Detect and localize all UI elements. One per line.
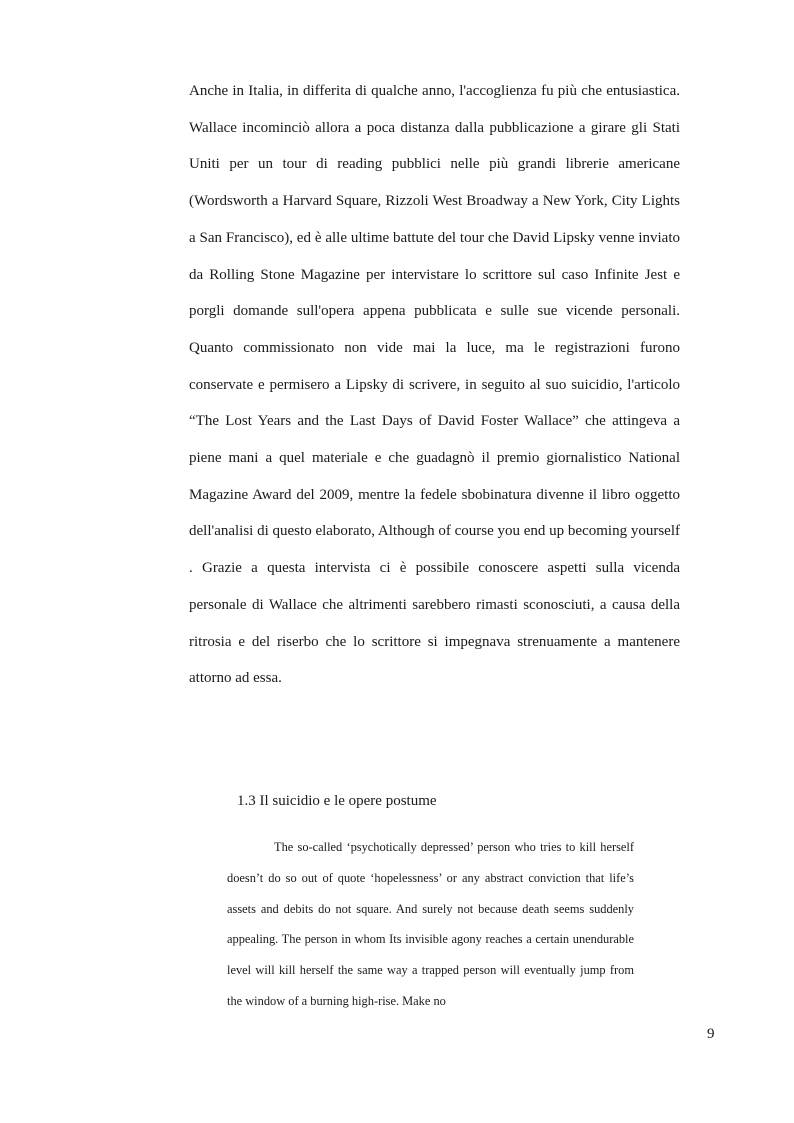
page-number: 9: [707, 1026, 715, 1042]
block-quote: The so-called ‘psychotically depressed’ person who tries to kill herself doesn’t do so out of quote ‘hopelessness’ or any abstract conviction that life’s assets and debits do not square. And surely not because death seems suddenly appealing. The person in whom Its invisible agony reaches a certain unendurable level will kill herself the same way a trapped person will eventually jump from the window of a burning high-rise. Make no: [227, 840, 634, 1008]
body-paragraph: Anche in Italia, in differita di qualche anno, l'accoglienza fu più che entusiastica. Wallace incominciò allora a poca distanza dalla pubblicazione a girare gli Stati Uniti per un tour di reading pubblici nelle più grandi librerie americane (Wordsworth a Harvard Square, Rizzoli West Broadway a New York, City Lights a San Francisco), ed è alle ultime battute del tour che David Lipsky venne inviato da Rolling Stone Magazine per intervistare lo scrittore sul caso Infinite Jest e porgli domande sull'opera appena pubblicata e sulle sue vicende personali. Quanto commissionato non vide mai la luce, ma le registrazioni furono conservate e permisero a Lipsky di scrivere, in seguito al suo suicidio, l'articolo “The Lost Years and the Last Days of David Foster Wallace” che attingeva a piene mani a quel materiale e che guadagnò il premio giornalistico National Magazine Award del 2009, mentre la fedele sbobinatura divenne il libro oggetto dell'analisi di questo elaborato, Although of course you end up becoming yourself . Grazie a questa intervista ci è possibile conoscere aspetti sulla vicenda personale di Wallace che altrimenti sarebbero rimasti sconosciuti, a causa della ritrosia e del riserbo che lo scrittore si impegnava strenuamente a mantenere attorno ad essa.: [189, 83, 680, 687]
section-heading: 1.3 Il suicidio e le opere postume: [237, 793, 437, 809]
